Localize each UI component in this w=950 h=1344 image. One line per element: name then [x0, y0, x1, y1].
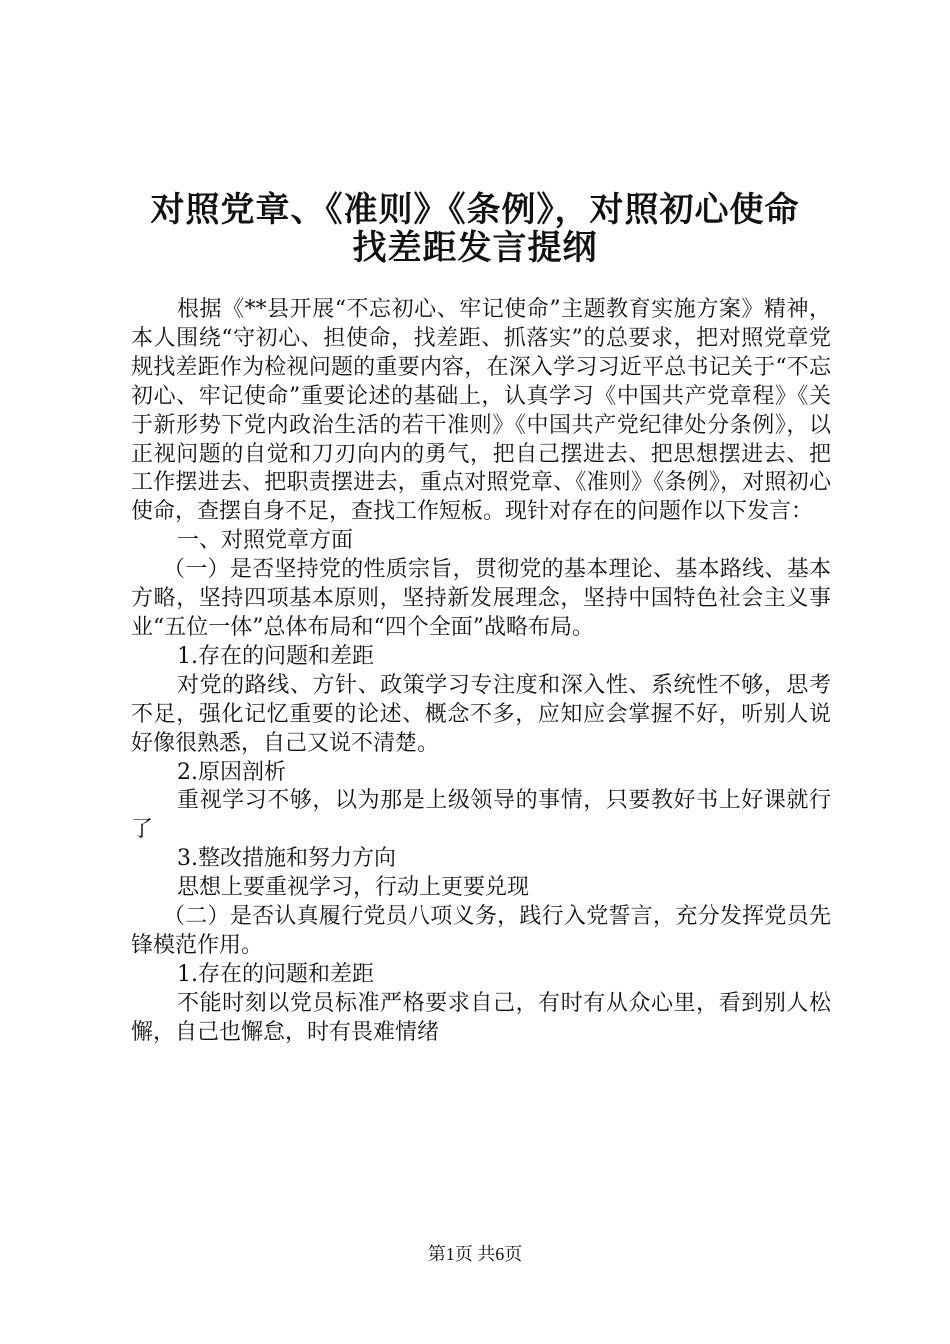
- problems-paragraph-1: 对党的路线、方针、政策学习专注度和深入性、系统性不够，思考不足，强化记忆重要的论述、概念不多，应知应会掌握不好，听别人说好像很熟悉，自己又说不清楚。: [131, 672, 831, 756]
- item-heading-causes-1: 2.原因剖析: [177, 759, 286, 785]
- document-body: [131, 296, 831, 1048]
- problems-paragraph-2: 不能时刻以党员标准严格要求自己，有时有从众心里，看到别人松懈，自己也懈怠，时有畏难情绪: [131, 990, 831, 1045]
- item-heading-problems-1: 1.存在的问题和差距: [177, 643, 374, 669]
- document-title-line-2: 找差距发言提纲: [352, 228, 598, 268]
- subsection-heading-2: （二）是否认真履行党员八项义务，践行入党誓言，充分发挥党员先锋模范作用。: [131, 904, 831, 958]
- causes-paragraph-1: 重视学习不够，以为那是上级领导的事情，只要教好书上好课就行了: [131, 788, 831, 843]
- intro-paragraph: 根据《**县开展“不忘初心、牢记使命”主题教育实施方案》精神，本人围绕“守初心、担使命，找差距、抓落实”的总要求，把对照党章党规找差距作为检视问题的重要内容，在深入学习习近平总书记关于“不忘初心、牢记使命”重要论述的基础上，认真学习《中国共产党章程》《关于新形势下党内政治生活的若干准则》《中国共产党纪律处分条例》，以正视问题的自觉和刀刃向内的勇气，把自己摆进去、把思想摆进去、把工作摆进去、把职责摆进去，重点对照党章、《准则》《条例》，对照初心使命，查摆自身不足，查找工作短板。现针对存在的问题作以下发言：: [131, 297, 831, 525]
- subsection-heading-1: （一）是否坚持党的性质宗旨，贯彻党的基本理论、基本路线、基本方略，坚持四项基本原则，坚持新发展理念，坚持中国特色社会主义事业“五位一体”总体布局和“四个全面”战略布局。: [131, 557, 831, 640]
- item-heading-measures-1: 3.整改措施和努力方向: [177, 846, 396, 872]
- section-heading-1: 一、对照党章方面: [177, 528, 354, 554]
- page-footer: 第1页 共6页: [427, 1244, 523, 1264]
- document-title-line-1: 对照党章、《准则》《条例》，对照初心使命: [150, 190, 800, 230]
- measures-paragraph-1: 思想上要重视学习，行动上更要兑现: [177, 875, 530, 901]
- item-heading-problems-2: 1.存在的问题和差距: [177, 961, 374, 987]
